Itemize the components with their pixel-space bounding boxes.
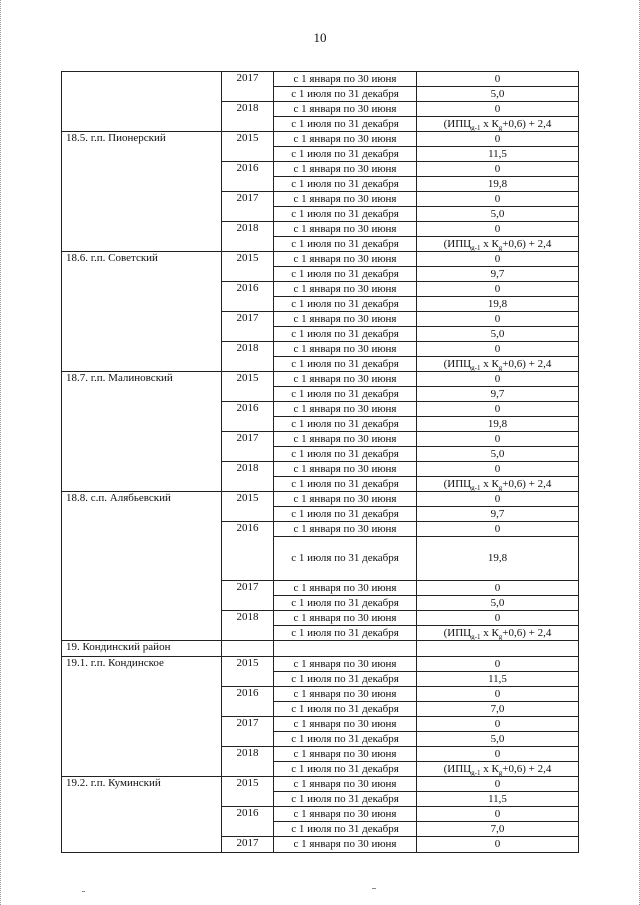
value-cell: 5,0 [417,87,579,102]
table-row [62,72,579,87]
value-cell: 0 [417,687,579,702]
formula-index-subscript: g-1 [471,632,481,641]
value-cell: 0 [417,132,579,147]
formula-index-subscript: g-1 [471,768,481,777]
formula-prefix: (ИПЦ [443,477,472,490]
value-cell: 0 [417,102,579,117]
value-cell: 5,0 [417,327,579,342]
formula-coef-subscript: g [498,243,503,252]
period-cell: с 1 июля по 31 декабря [274,147,417,162]
table-row [62,252,579,267]
year-cell: 2015 [222,132,274,162]
value-cell: 0 [417,492,579,507]
period-cell: с 1 июля по 31 декабря [274,237,417,252]
year-cell: 2017 [222,192,274,222]
period-cell: с 1 июля по 31 декабря [274,702,417,717]
period-cell: с 1 июля по 31 декабря [274,87,417,102]
formula-index-subscript: g-1 [471,363,481,372]
formula-middle: x К [480,477,499,490]
formula-coef-subscript: g [498,768,503,777]
section-header-row [62,641,579,657]
value-cell: 9,7 [417,267,579,282]
value-cell: 0 [417,837,579,853]
period-cell: с 1 июля по 31 декабря [274,327,417,342]
formula-value-cell [417,237,579,252]
formula-prefix: (ИПЦ [443,237,472,250]
period-cell: с 1 января по 30 июня [274,807,417,822]
empty-cell [417,641,579,657]
value-cell: 19,8 [417,297,579,312]
period-cell: с 1 июля по 31 декабря [274,267,417,282]
year-cell: 2017 [222,837,274,853]
formula-middle: x К [480,626,499,639]
formula-suffix: +0,6) + 2,4 [502,626,552,639]
year-cell: 2015 [222,777,274,807]
value-cell: 0 [417,252,579,267]
year-cell: 2015 [222,657,274,687]
period-cell: с 1 июля по 31 декабря [274,417,417,432]
formula-value-cell [417,117,579,132]
period-cell: с 1 июля по 31 декабря [274,177,417,192]
formula-middle: x К [480,117,499,130]
period-cell: с 1 января по 30 июня [274,432,417,447]
period-cell: с 1 января по 30 июня [274,611,417,626]
value-cell: 0 [417,581,579,596]
year-cell: 2016 [222,162,274,192]
year-cell: 2018 [222,342,274,372]
period-cell: с 1 июля по 31 декабря [274,387,417,402]
period-cell: с 1 января по 30 июня [274,282,417,297]
formula-value-cell [417,357,579,372]
period-cell: с 1 января по 30 июня [274,522,417,537]
page-right-edge [636,0,640,905]
year-cell: 2017 [222,581,274,611]
formula-coef-subscript: g [498,363,503,372]
formula-index-subscript: g-1 [471,123,481,132]
period-cell: с 1 января по 30 июня [274,687,417,702]
period-cell: с 1 июля по 31 декабря [274,477,417,492]
period-cell: с 1 января по 30 июня [274,342,417,357]
year-cell: 2016 [222,687,274,717]
year-cell: 2016 [222,282,274,312]
period-cell: с 1 января по 30 июня [274,132,417,147]
municipality-name: 18.6. г.п. Советский [62,252,222,372]
value-cell: 7,0 [417,702,579,717]
period-cell: с 1 января по 30 июня [274,252,417,267]
period-cell: с 1 января по 30 июня [274,837,417,853]
year-cell: 2017 [222,312,274,342]
value-cell: 0 [417,657,579,672]
value-cell: 0 [417,222,579,237]
value-cell: 19,8 [417,417,579,432]
year-cell: 2018 [222,222,274,252]
value-cell: 19,8 [417,177,579,192]
tariff-table [61,71,579,853]
formula-suffix: +0,6) + 2,4 [502,237,552,250]
year-cell: 2016 [222,807,274,837]
value-cell: 0 [417,342,579,357]
value-cell: 7,0 [417,822,579,837]
empty-cell [274,641,417,657]
formula-middle: x К [480,357,499,370]
period-cell: с 1 января по 30 июня [274,72,417,87]
value-cell: 19,8 [417,537,579,581]
value-cell: 5,0 [417,447,579,462]
value-cell: 0 [417,522,579,537]
period-cell: с 1 июля по 31 декабря [274,357,417,372]
year-cell: 2015 [222,372,274,402]
year-cell: 2017 [222,717,274,747]
year-cell: 2017 [222,72,274,102]
formula-middle: x К [480,762,499,775]
period-cell: с 1 июля по 31 декабря [274,822,417,837]
municipality-name: 18.7. г.п. Малиновский [62,372,222,492]
period-cell: с 1 января по 30 июня [274,372,417,387]
year-cell: 2018 [222,102,274,132]
formula-prefix: (ИПЦ [443,626,472,639]
formula-suffix: +0,6) + 2,4 [502,117,552,130]
period-cell: с 1 января по 30 июня [274,402,417,417]
period-cell: с 1 января по 30 июня [274,102,417,117]
period-cell: с 1 января по 30 июня [274,312,417,327]
formula-coef-subscript: g [498,123,503,132]
value-cell: 11,5 [417,792,579,807]
formula-value-cell [417,477,579,492]
year-cell: 2018 [222,462,274,492]
value-cell: 0 [417,462,579,477]
value-cell: 9,7 [417,507,579,522]
period-cell: с 1 января по 30 июня [274,657,417,672]
period-cell: с 1 января по 30 июня [274,717,417,732]
year-cell: 2016 [222,402,274,432]
table-row [62,372,579,387]
formula-index-subscript: g-1 [471,483,481,492]
year-cell: 2015 [222,252,274,282]
period-cell: с 1 июля по 31 декабря [274,732,417,747]
value-cell: 0 [417,282,579,297]
value-cell: 0 [417,747,579,762]
period-cell: с 1 июля по 31 декабря [274,792,417,807]
period-cell: с 1 июля по 31 декабря [274,507,417,522]
value-cell: 0 [417,611,579,626]
period-cell: с 1 июля по 31 декабря [274,117,417,132]
value-cell: 0 [417,372,579,387]
table-row [62,777,579,792]
year-cell: 2018 [222,747,274,777]
scan-speck [372,888,376,889]
value-cell: 9,7 [417,387,579,402]
municipality-name: 19.2. г.п. Куминский [62,777,222,853]
value-cell: 0 [417,312,579,327]
period-cell: с 1 июля по 31 декабря [274,626,417,641]
year-cell: 2017 [222,432,274,462]
year-cell: 2016 [222,522,274,581]
table-row [62,132,579,147]
value-cell: 0 [417,72,579,87]
period-cell: с 1 января по 30 июня [274,162,417,177]
period-cell: с 1 января по 30 июня [274,777,417,792]
value-cell: 0 [417,162,579,177]
municipality-name: 19.1. г.п. Кондинское [62,657,222,777]
period-cell: с 1 июля по 31 декабря [274,297,417,312]
formula-prefix: (ИПЦ [443,117,472,130]
municipality-name: 18.8. с.п. Алябьевский [62,492,222,641]
municipality-name [62,72,222,132]
formula-suffix: +0,6) + 2,4 [502,762,552,775]
tariff-table-body [62,72,579,853]
period-cell: с 1 января по 30 июня [274,492,417,507]
value-cell: 0 [417,717,579,732]
period-cell: с 1 января по 30 июня [274,747,417,762]
value-cell: 0 [417,807,579,822]
formula-prefix: (ИПЦ [443,357,472,370]
formula-prefix: (ИПЦ [443,762,472,775]
value-cell: 11,5 [417,147,579,162]
value-cell: 5,0 [417,207,579,222]
period-cell: с 1 января по 30 июня [274,192,417,207]
formula-coef-subscript: g [498,483,503,492]
formula-coef-subscript: g [498,632,503,641]
table-row [62,657,579,672]
period-cell: с 1 января по 30 июня [274,222,417,237]
value-cell: 0 [417,432,579,447]
formula-middle: x К [480,237,499,250]
table-row [62,492,579,507]
period-cell: с 1 января по 30 июня [274,581,417,596]
value-cell: 0 [417,402,579,417]
value-cell: 5,0 [417,596,579,611]
page-number: 10 [313,30,327,45]
scan-speck [82,891,85,892]
period-cell: с 1 июля по 31 декабря [274,596,417,611]
value-cell: 5,0 [417,732,579,747]
municipality-name: 19. Кондинский район [62,641,222,657]
empty-cell [222,641,274,657]
page-left-edge [0,0,4,905]
period-cell: с 1 июля по 31 декабря [274,447,417,462]
municipality-name: 18.5. г.п. Пионерский [62,132,222,252]
value-cell: 11,5 [417,672,579,687]
value-cell: 0 [417,777,579,792]
period-cell: с 1 июля по 31 декабря [274,672,417,687]
formula-suffix: +0,6) + 2,4 [502,477,552,490]
formula-index-subscript: g-1 [471,243,481,252]
period-cell: с 1 июля по 31 декабря [274,537,417,581]
formula-value-cell [417,626,579,641]
period-cell: с 1 июля по 31 декабря [274,762,417,777]
value-cell: 0 [417,192,579,207]
formula-value-cell [417,762,579,777]
period-cell: с 1 января по 30 июня [274,462,417,477]
formula-suffix: +0,6) + 2,4 [502,357,552,370]
year-cell: 2018 [222,611,274,641]
period-cell: с 1 июля по 31 декабря [274,207,417,222]
year-cell: 2015 [222,492,274,522]
